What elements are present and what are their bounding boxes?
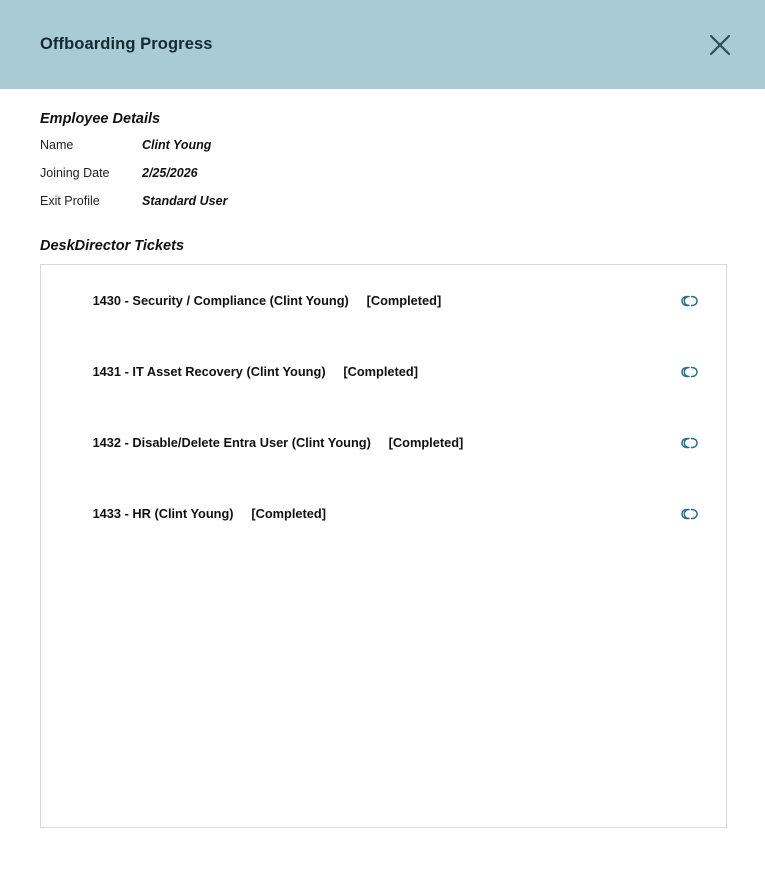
list-item[interactable] [41, 336, 726, 407]
detail-label-exit-profile: Exit Profile [40, 193, 100, 208]
ticket-label [57, 420, 463, 465]
deskdirector-tickets-title: DeskDirector Tickets [40, 238, 185, 255]
employee-details-table [40, 139, 227, 222]
dialog-title: Offboarding Progress [40, 35, 213, 53]
link-icon-glyph [678, 362, 702, 382]
tickets-panel[interactable] [40, 264, 727, 828]
ticket-title: 1430 - Security / Compliance (Clint Young) [92, 293, 349, 309]
link-icon-glyph [678, 291, 702, 311]
table-row [40, 195, 227, 223]
ticket-title: 1431 - IT Asset Recovery (Clint Young) [92, 364, 326, 380]
dialog-header [0, 0, 765, 89]
link-icon[interactable] [676, 289, 704, 313]
ticket-title: 1433 - HR (Clint Young) [92, 506, 234, 522]
ticket-label [57, 278, 441, 323]
ticket-title: 1432 - Disable/Delete Entra User (Clint Young) [92, 435, 371, 451]
status-badge: [Completed] [388, 435, 464, 451]
list-item[interactable] [41, 265, 726, 336]
link-icon-glyph [678, 504, 702, 524]
status-badge: [Completed] [366, 293, 442, 309]
close-icon-glyph [707, 32, 733, 58]
status-badge: [Completed] [343, 364, 419, 380]
employee-details-title: Employee Details [40, 111, 161, 127]
dialog-body [0, 89, 765, 894]
link-icon[interactable] [676, 502, 704, 526]
detail-label-joining-date: Joining Date [40, 165, 110, 180]
close-icon[interactable] [703, 28, 737, 62]
detail-value-exit-profile: Standard User [142, 193, 228, 208]
list-item[interactable] [41, 478, 726, 549]
list-item[interactable] [41, 407, 726, 478]
link-icon[interactable] [676, 431, 704, 455]
detail-label-name: Name [40, 138, 74, 152]
link-icon[interactable] [676, 360, 704, 384]
ticket-label [57, 491, 326, 536]
ticket-label [57, 349, 418, 394]
detail-value-joining-date: 2/25/2026 [142, 165, 198, 180]
detail-value-name: Clint Young [142, 138, 212, 152]
link-icon-glyph [678, 433, 702, 453]
status-badge: [Completed] [251, 506, 327, 522]
table-row [40, 167, 227, 195]
table-row [40, 139, 227, 167]
